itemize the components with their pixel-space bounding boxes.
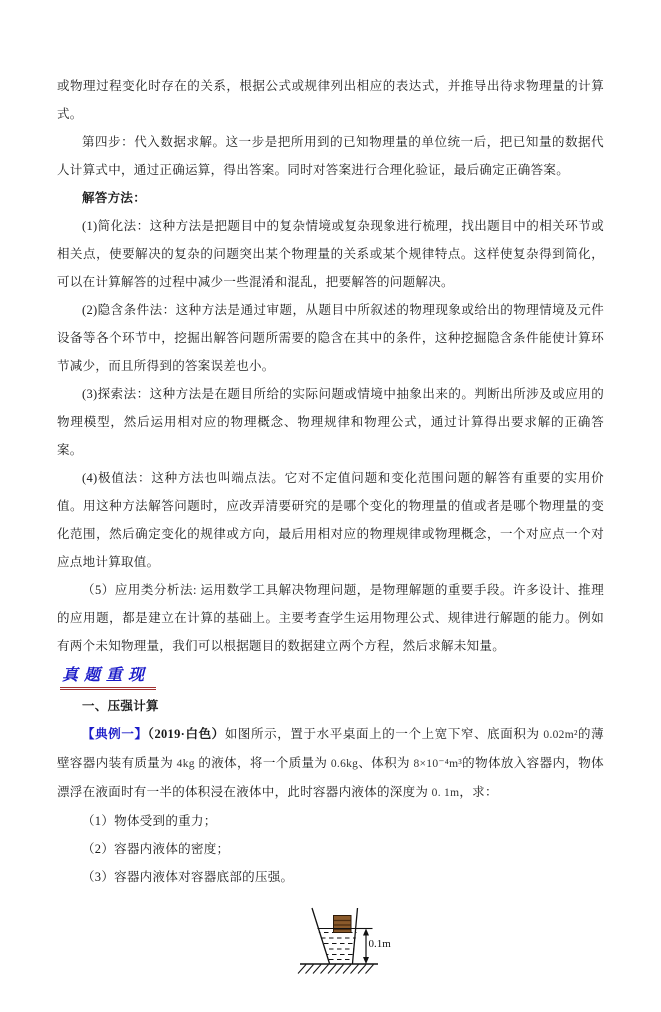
ground-hatching	[298, 965, 374, 974]
value-liquid-depth: 0. 1m	[431, 787, 460, 799]
example-text-3: 的液体，将一个质量为	[194, 756, 331, 770]
floating-block	[334, 916, 352, 933]
value-base-area: 0.02m²	[543, 729, 578, 741]
example-label: 【典例一】	[82, 727, 148, 741]
paragraph-continuation: 或物理过程变化时存在的关系，根据公式或规律列出相应的表达式，并推导出待求物理量的计算式。	[57, 79, 604, 121]
liquid-dashes	[316, 933, 358, 960]
document-body	[57, 72, 604, 1007]
example-text-6: ，求：	[459, 785, 498, 799]
method-2-hidden-conditions: (2)隐含条件法：这种方法是通过审题，从题目中所叙述的物理现象或给出的物理情境及元件设备等各个环节中，挖掘出解答问题所需要的隐含在其中的条件，这种挖掘隐含条件能使计算环节减少，而且所得到的答案误差也小。	[57, 303, 604, 373]
method-3-explore: (3)探索法：这种方法是在题目所给的实际问题或情境中抽象出来的。判断出所涉及或应用的物理模型，然后运用相对应的物理概念、物理规律和物理公式，通过计算得出要求解的正确答案。	[57, 387, 604, 457]
value-object-volume: 8×10⁻⁴m³	[413, 758, 463, 770]
physics-figure	[290, 895, 490, 1007]
subsection-pressure-calculation: 一、压强计算	[82, 699, 159, 713]
example-source: （2019·白色）	[147, 727, 225, 741]
example-text-4: 、体积为	[358, 756, 414, 770]
figure-floating-block-container	[290, 895, 490, 1007]
method-5-applied-analysis: （5）应用类分析法: 运用数学工具解决物理问题，是物理解题的重要手段。许多设计、推理的应用题，都是建立在计算的基础上。主要考查学生运用物理公式、规律进行解题的能力。例如有两个未知物理量，我们可以根据题目的数据建立两个方程，然后求解未知量。	[57, 583, 604, 653]
value-liquid-mass: 4kg	[176, 758, 195, 770]
question-3-pressure: （3）容器内液体对容器底部的压强。	[82, 870, 294, 884]
question-2-density: （2）容器内液体的密度；	[82, 842, 230, 856]
method-4-extremum: (4)极值法：这种方法也叫端点法。它对不定值问题和变化范围问题的解答有重要的实用价值。用这种方法解答问题时，应改弄清要研究的是哪个变化的物理量的值或者是哪个物理量的变化范围，然后确定变化的规律或方向，最后用相对应的物理规律或物理概念，一个对应点一个对应点地计算取值。	[57, 471, 604, 569]
methods-heading: 解答方法：	[82, 191, 147, 205]
section-header-row	[57, 660, 604, 692]
depth-label: 0.1m	[368, 938, 391, 950]
example-text-1: 如图所示，置于水平桌面上的一个上宽下窄、底面积为	[224, 727, 544, 741]
question-1-gravity: （1）物体受到的重力；	[82, 814, 217, 828]
example-text-5: 的物体放入容器内，物体漂浮在液面时有一半的体积浸在液体中，此时容器内液体的深度为	[57, 756, 604, 799]
example-text-2: 的薄壁容器内装有质量为	[57, 727, 604, 770]
value-object-mass: 0.6kg	[330, 758, 359, 770]
paragraph-step4: 第四步：代入数据求解。这一步是把所用到的已知物理量的单位统一后，把已知量的数据代人计算式中，通过正确运算，得出答案。同时对答案进行合理化验证，最后确定正确答案。	[57, 135, 604, 177]
section-header-real-questions: 真题重现	[60, 666, 156, 690]
method-1-simplify: (1)简化法：这种方法是把题目中的复杂情境或复杂现象进行梳理，找出题目中的相关环节或相关点，使要解决的复杂的问题突出某个物理量的关系或某个规律特点。这样使复杂得到简化，可以在计算解答的过程中减少一些混淆和混乱，把要解答的问题解决。	[57, 219, 604, 289]
example-paragraph	[57, 720, 604, 807]
